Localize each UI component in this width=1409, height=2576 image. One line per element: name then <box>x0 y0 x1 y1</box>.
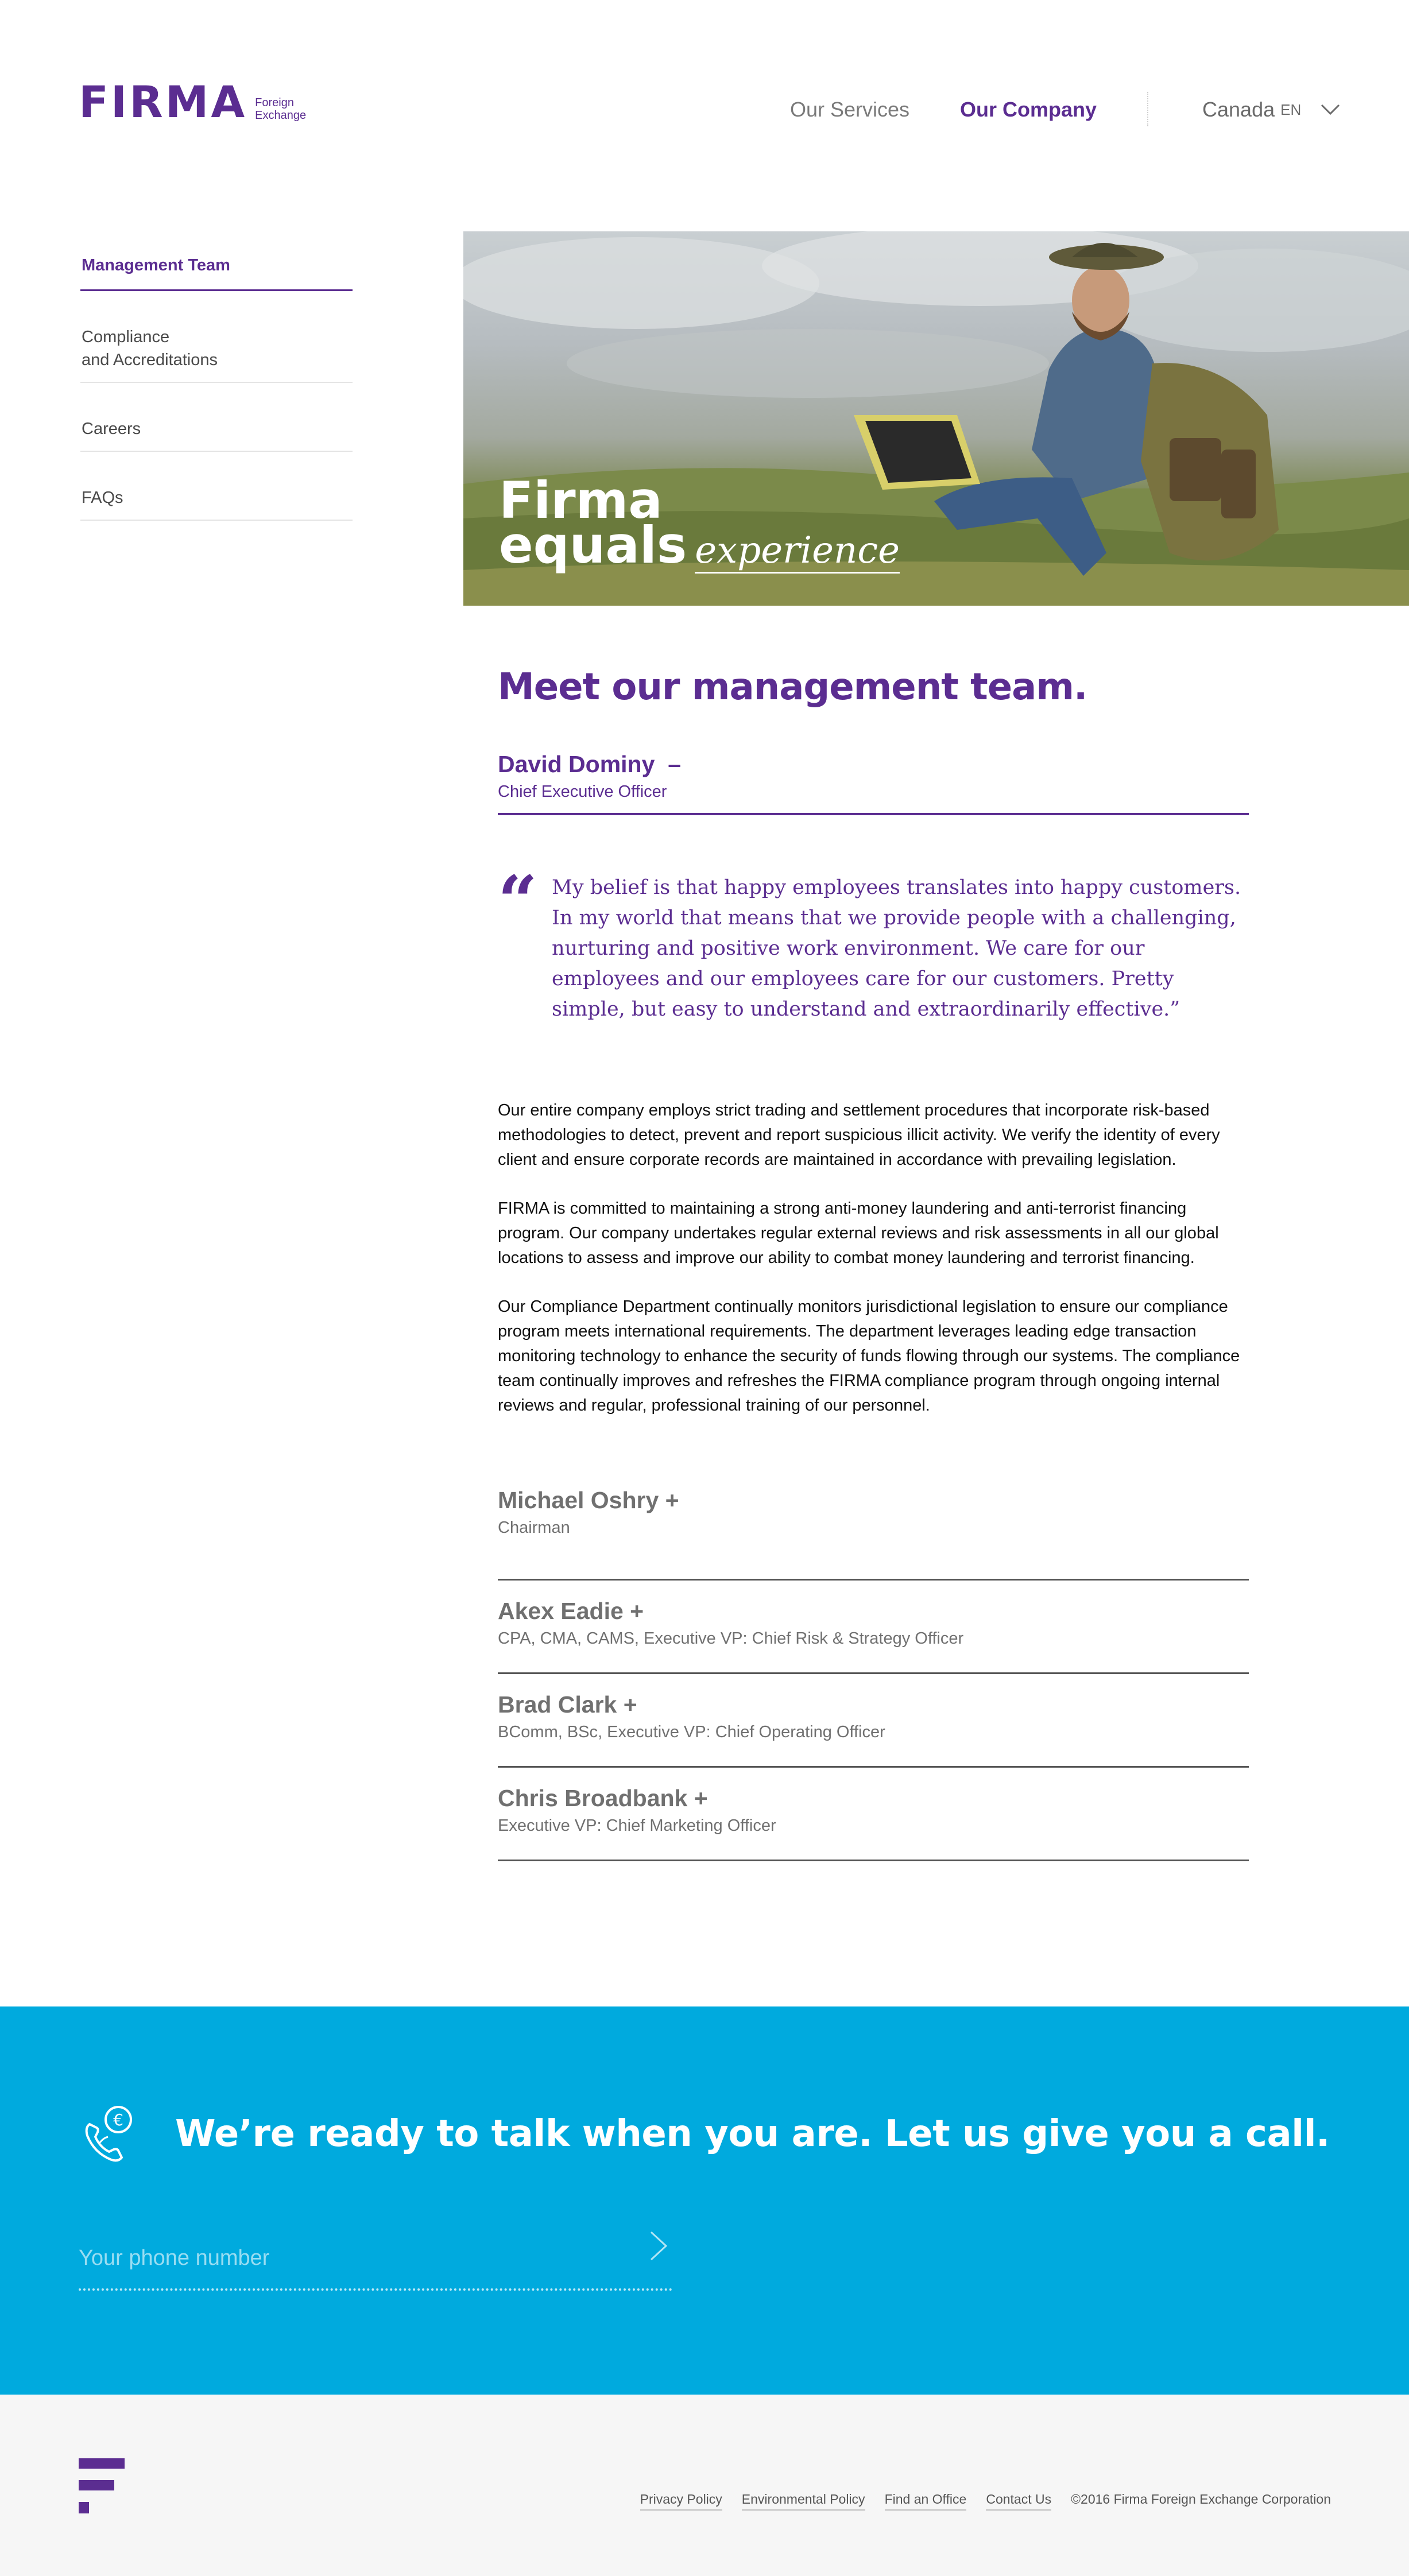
locale-language: EN <box>1280 100 1302 118</box>
sidebar-item-label: FAQs <box>82 489 123 507</box>
chevron-down-icon <box>1321 104 1340 115</box>
nav-our-services[interactable]: Our Services <box>790 98 910 121</box>
nav-divider <box>1147 92 1148 126</box>
footer-link-find-office[interactable]: Find an Office <box>885 2492 967 2511</box>
quote-text: My belief is that happy employees translates into happy customers. In my world that means that we provide people with a challenging, nurturing and positive work environment. We care for our employees and our employees care for our customers. Pretty simple, but easy to understand and extraordinarily effective.” <box>552 876 1241 1021</box>
footer-link-environmental[interactable]: Environmental Policy <box>742 2492 865 2511</box>
body-paragraph: FIRMA is committed to maintaining a strong anti-money laundering and anti-terrorist financing program. Our company undertakes regular external reviews and risk assessments in all our global locations to assess and improve our ability to combat money laundering and terrorist financing. <box>498 1199 1219 1267</box>
main-content <box>498 666 1249 1861</box>
footer-link-privacy[interactable]: Privacy Policy <box>640 2492 722 2511</box>
logo-wordmark: FIRMA <box>79 76 247 127</box>
hero-headline: Firma equals experience <box>499 471 900 575</box>
team-member-name: Chris Broadbank + <box>498 1785 708 1811</box>
logo-subtitle: Foreign Exchange <box>255 96 307 122</box>
team-member-name: Akex Eadie + <box>498 1598 644 1624</box>
team-member-name: Michael Oshry + <box>498 1487 679 1513</box>
leader-title: Chief Executive Officer <box>498 783 667 801</box>
team-member-role: BComm, BSc, Executive VP: Chief Operating Officer <box>498 1723 885 1741</box>
sidebar-item-label: Careers <box>82 420 141 438</box>
footer-links <box>621 2492 1331 2511</box>
body-paragraph: Our entire company employs strict trading and settlement procedures that incorporate risk-based methodologies to detect, prevent and report suspicious illicit activity. We verify the identity of every client and ensure corporate records are maintained in accordance with prevailing legislation. <box>498 1101 1220 1169</box>
ceo-quote <box>498 861 1249 1025</box>
firma-f-icon[interactable] <box>79 2458 125 2513</box>
nav-our-company[interactable]: Our Company <box>960 98 1097 121</box>
footer-link-contact[interactable]: Contact Us <box>986 2492 1051 2511</box>
site-footer <box>0 2395 1409 2576</box>
team-member-role: Executive VP: Chief Marketing Officer <box>498 1816 776 1835</box>
sidebar-nav <box>80 247 353 521</box>
team-member-role: Chairman <box>498 1519 570 1537</box>
footer-copyright: ©2016 Firma Foreign Exchange Corporation <box>1071 2492 1331 2507</box>
body-paragraph: Our Compliance Department continually monitors jurisdictional legislation to ensure our compliance program meets international requirements. The department leverages leading edge transaction monitoring technology to enhance the security of funds flowing through our systems. The compliance team continually improves and refreshes the FIRMA compliance program through ongoing internal reviews and regular, professional training of our personnel. <box>498 1297 1240 1415</box>
sidebar-item-label: Management Team <box>82 256 230 274</box>
collapse-toggle[interactable]: – <box>668 751 681 777</box>
page-title: Meet our management team. <box>498 666 1087 708</box>
svg-text:€: € <box>113 2110 123 2129</box>
team-accordion <box>498 1487 1249 1861</box>
sidebar-item-careers[interactable] <box>80 410 353 452</box>
sidebar-item-label: and Accreditations <box>82 351 218 369</box>
sidebar-item-label: Compliance <box>82 328 170 346</box>
phone-euro-icon <box>77 2102 140 2166</box>
quote-mark-icon: “ <box>498 861 538 942</box>
locale-country: Canada <box>1202 98 1275 121</box>
hero-banner <box>463 231 1409 606</box>
team-member-role: CPA, CMA, CAMS, Executive VP: Chief Risk & Strategy Officer <box>498 1629 964 1648</box>
submit-arrow-icon[interactable] <box>649 2230 668 2262</box>
sidebar-item-faqs[interactable] <box>80 479 353 521</box>
team-member-item[interactable] <box>498 1581 1249 1674</box>
leader-name: David Dominy – <box>498 751 681 777</box>
team-member-item[interactable] <box>498 1674 1249 1768</box>
sidebar-item-compliance[interactable] <box>80 319 353 383</box>
site-header <box>0 0 1409 189</box>
team-member-name: Brad Clark + <box>498 1691 637 1718</box>
locale-selector[interactable] <box>1202 98 1340 122</box>
callback-title: We’re ready to talk when you are. Let us give you a call. <box>175 2113 1330 2155</box>
team-member-item[interactable] <box>498 1487 1249 1581</box>
leader-accordion-expanded[interactable] <box>498 751 1249 815</box>
team-member-item[interactable] <box>498 1768 1249 1861</box>
hero-script-word: experience <box>695 529 900 574</box>
sidebar-item-management-team[interactable] <box>80 247 353 291</box>
phone-number-input[interactable] <box>79 2228 672 2291</box>
callback-banner <box>0 2006 1409 2395</box>
firma-logo[interactable] <box>79 76 307 127</box>
